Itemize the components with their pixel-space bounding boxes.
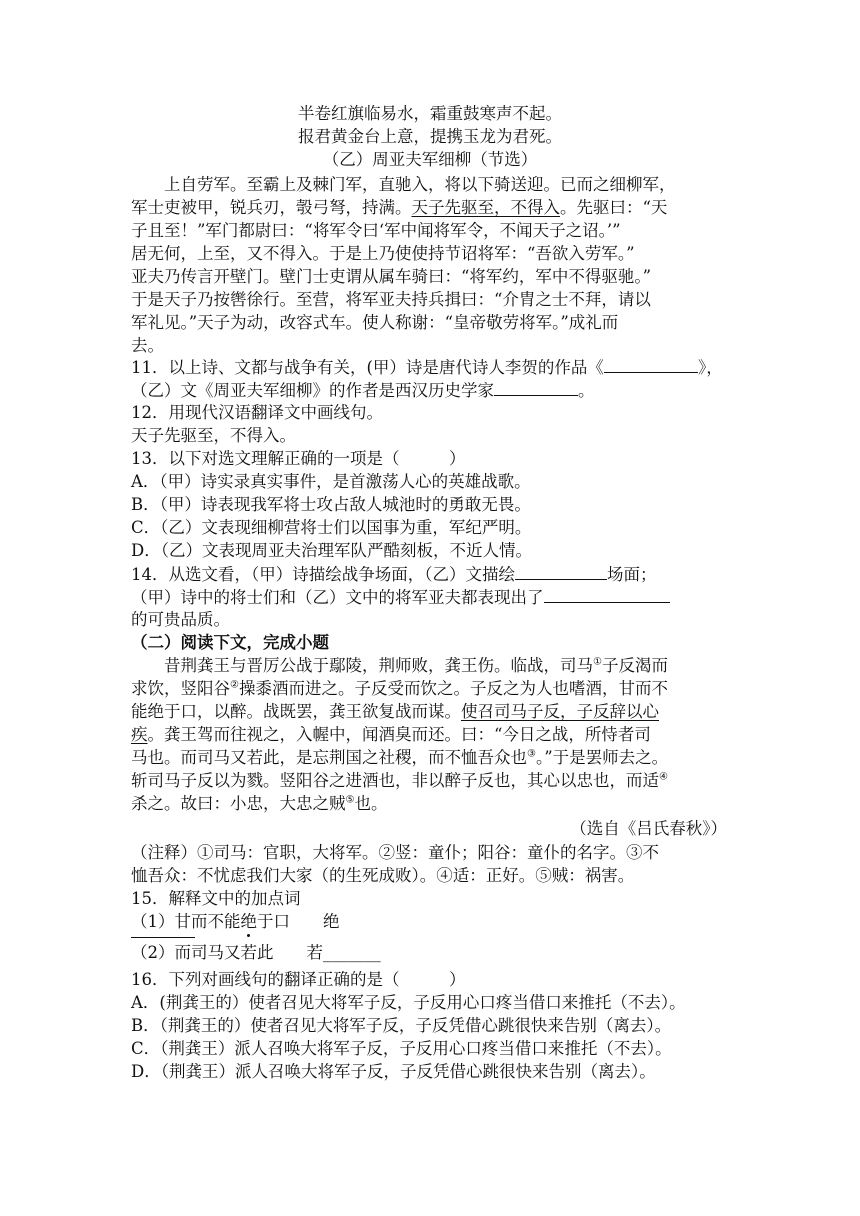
question-11-line-2: （乙）文《周亚夫军细柳》的作者是西汉历史学家 。 — [131, 381, 595, 400]
underlined-sentence: 天子先驱至，不得入 — [411, 198, 560, 217]
question-12-stem: 12．用现代汉语翻译文中画线句。 — [131, 403, 383, 422]
question-13-option-b: B．（甲）诗表现我军将士攻占敌人城池时的勇敢无畏。 — [131, 495, 531, 514]
question-13-stem: 13．以下对选文理解正确的一项是（ ） — [131, 449, 466, 468]
question-14-line-2: （甲）诗中的将士们和（乙）文中的将军亚夫都表现出了 — [131, 586, 731, 609]
question-15-item-1: （1）甘而不能绝于口 绝 — [131, 912, 340, 931]
answer-blank[interactable]: _______ — [323, 943, 381, 962]
question-13-option-d: D．（乙）文表现周亚夫治理军队严酷刻板，不近人情。 — [131, 541, 532, 560]
question-16-stem: 16．下列对画线句的翻译正确的是（ ） — [131, 970, 466, 989]
question-13-option-c: C．（乙）文表现细柳营将士们以国事为重，军纪严明。 — [131, 518, 532, 537]
answer-blank[interactable] — [604, 356, 698, 373]
answer-blank[interactable] — [515, 563, 607, 580]
passage-b-line-2: 军士吏被甲，锐兵刃，彀弓弩，持满。天子先驱至，不得入。先驱曰：“天 — [131, 198, 668, 217]
passage-c-line-3: 能绝于口，以醉。战既罢，龚王欲复战而谋。使召司马子反，子反辞以心 — [131, 702, 659, 721]
passage-b-line-4: 居无何，上至，又不得入。于是上乃使使持节诏将军：“吾欲入劳军。” — [131, 244, 635, 263]
passage-b-line-6: 于是天子乃按辔徐行。至营，将军亚夫持兵揖曰：“介胄之士不拜，请以 — [131, 290, 651, 309]
passage-c-line-7: 杀之。故曰：小忠，大忠之贼⑤也。 — [131, 794, 388, 813]
dotted-word: 绝 — [240, 912, 257, 931]
passage-c-line-5: 马也。而司马又若此，是忘荆国之社稷，而不恤吾众也③。”于是罢师去之。 — [131, 748, 669, 767]
passage-b-title: （乙）周亚夫军细柳（节选） — [322, 150, 538, 169]
question-16-option-b: B．（荆龚王的）使者召见大将军子反，子反凭借心跳很快来告别（离去）。 — [131, 1016, 672, 1035]
passage-c-line-6: 斩司马子反以为戮。竖阳谷之进酒也，非以醉子反也，其心以忠也，而适④ — [131, 771, 668, 790]
question-12-sentence: 天子先驱至，不得入。 — [131, 426, 296, 445]
passage-b-line-7: 军礼见。”天子为动，改容式车。使人称谢：“皇帝敬劳将军。”成礼而 — [131, 313, 619, 332]
question-16-option-c: C．（荆龚王）派人召唤大将军子反，子反用心口疼当借口来推托（不去）。 — [131, 1039, 672, 1058]
passage-b-line-3: 子且至！”军门都尉曰：“将军令曰‘军中闻将军令，不闻天子之诏。’” — [131, 221, 621, 240]
underlined-sentence: 疾 — [131, 725, 148, 744]
passage-c-line-1: 昔荆龚王与晋厉公战于鄢陵，荆师败，龚王伤。临战，司马①子反渴而 — [164, 656, 668, 675]
question-14-line-1: 14．从选文看，（甲）诗描绘战争场面，（乙）文描绘 场面； — [131, 565, 657, 584]
question-14-line-3: 的可贵品质。 — [131, 610, 230, 629]
passage-b-line-1: 上自劳军。至霸上及棘门军，直驰入，将以下骑送迎。已而之细柳军， — [164, 175, 676, 194]
question-16-option-d: D．（荆龚王）派人召唤大将军子反，子反凭借心跳很快来告别（离去）。 — [131, 1062, 656, 1081]
question-15-stem: 15．解释文中的加点词 — [131, 889, 301, 908]
question-13-option-a: A．（甲）诗实录真实事件，是首激荡人心的英雄战歌。 — [131, 472, 531, 491]
answer-blank[interactable] — [544, 586, 670, 603]
poem-line-3: 半卷红旗临易水，霜重鼓寒声不起。 — [298, 104, 562, 123]
answer-blank[interactable] — [494, 379, 578, 396]
annotation-line-1: （注释）①司马：官职，大将军。②竖：童仆；阳谷：童仆的名字。③不 — [131, 843, 659, 862]
section-2-heading: （二）阅读下文，完成小题 — [131, 633, 329, 652]
underlined-sentence: 使召司马子反，子反辞以心 — [461, 702, 659, 721]
passage-c-line-4: 疾。龚王驾而往视之，入幄中，闻酒臭而还。曰：“今日之战，所恃者司 — [131, 725, 651, 744]
poem-line-4: 报君黄金台上意，提携玉龙为君死。 — [298, 127, 562, 146]
annotation-line-2: 恤吾众：不忧虑我们大家（的生死成败）。④适：正好。⑤贼：祸害。 — [131, 866, 635, 885]
passage-b-line-8: 去。 — [131, 336, 164, 355]
passage-source: （选自《吕氏春秋》） — [570, 819, 727, 838]
answer-blank[interactable] — [131, 937, 195, 938]
passage-b-line-5: 亚夫乃传言开壁门。壁门士吏谓从属车骑曰：“将军约，军中不得驱驰。” — [131, 267, 652, 286]
passage-c-line-2: 求饮，竖阳谷②操黍酒而进之。子反受而饮之。子反之为人也嗜酒，甘而不 — [131, 679, 668, 698]
question-11-line-1: 11．以上诗、文都与战争有关，(甲）诗是唐代诗人李贺的作品《 》， — [131, 358, 723, 377]
question-15-item-2: （2）而司马又若此 若_______ — [131, 943, 381, 962]
question-16-option-a: A．(荆龚王的）使者召见大将军子反，子反用心口疼当借口来推托（不去）。 — [131, 993, 686, 1012]
